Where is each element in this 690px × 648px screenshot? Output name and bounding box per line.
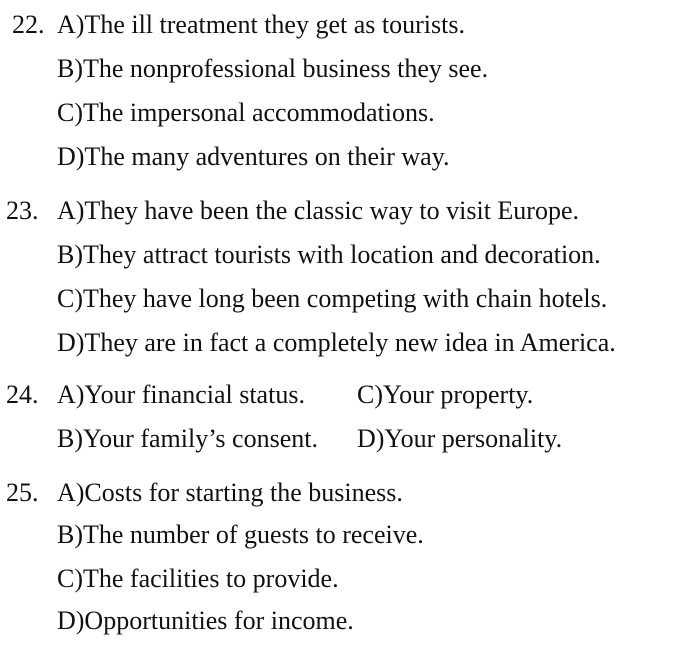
question-number: 22. xyxy=(12,10,45,39)
question-number: 25. xyxy=(6,478,39,507)
option-d: D)Opportunities for income. xyxy=(57,606,354,635)
option-d: D)They are in fact a completely new idea in America. xyxy=(57,328,616,357)
option-d: D)Your personality. xyxy=(357,424,563,453)
option-a: A)The ill treatment they get as tourists. xyxy=(57,10,465,39)
option-c: C)They have long been competing with chain hotels. xyxy=(57,284,608,313)
question-number: 24. xyxy=(6,380,39,409)
option-a: A)Your financial status. xyxy=(57,380,305,409)
option-b: B)The number of guests to receive. xyxy=(57,520,424,549)
option-d: D)The many adventures on their way. xyxy=(57,142,450,171)
option-c: C)The impersonal accommodations. xyxy=(57,98,435,127)
option-c: C)The facilities to provide. xyxy=(57,564,339,593)
option-c: C)Your property. xyxy=(357,380,534,409)
option-b: B)The nonprofessional business they see. xyxy=(57,54,489,83)
option-a: A)They have been the classic way to visit Europe. xyxy=(57,196,579,225)
question-number: 23. xyxy=(6,196,39,225)
option-b: B)They attract tourists with location and decoration. xyxy=(57,240,601,269)
option-b: B)Your family’s consent. xyxy=(57,424,318,453)
option-a: A)Costs for starting the business. xyxy=(57,478,403,507)
